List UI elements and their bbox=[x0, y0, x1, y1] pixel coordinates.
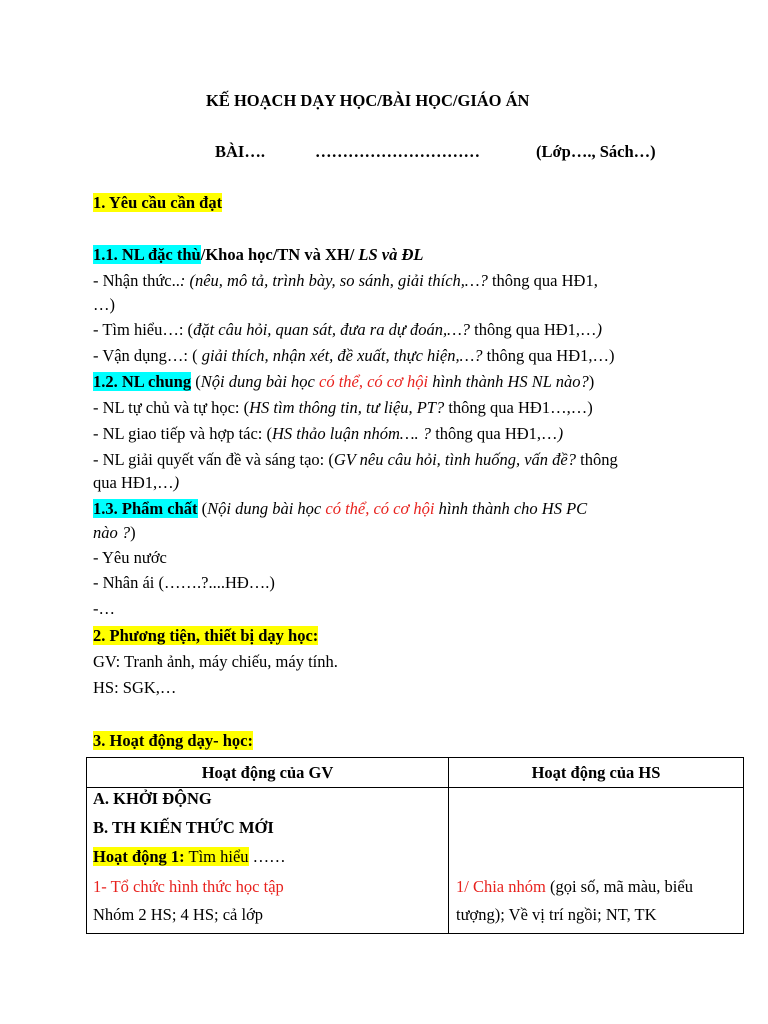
item-nl-tu-chu-label: - NL tự chủ và tự học: ( bbox=[93, 398, 250, 417]
section-1-3-heading-cont bbox=[93, 522, 136, 544]
section-1-2-note-red: có thể, có cơ hội bbox=[319, 372, 429, 391]
item-nl-giao-tiep-close: ) bbox=[557, 424, 564, 443]
item-nhan-ai: - Nhân ái (…….?....HĐ….) bbox=[93, 573, 275, 592]
item-van-dung-detail: giải thích, nhận xét, đề xuất, thực hiện,…? bbox=[201, 346, 483, 365]
section-1-heading-text: 1. Yêu cầu cần đạt bbox=[93, 193, 223, 212]
item-nl-giai-quyet-cont-text: qua HĐ1,… bbox=[93, 473, 174, 492]
item-tim-hieu-label: - Tìm hiểu…: ( bbox=[93, 320, 194, 339]
hs-chia-nhom bbox=[456, 876, 693, 898]
item-nl-giai-quyet-via: thông bbox=[575, 450, 618, 469]
item-tim-hieu bbox=[93, 319, 602, 341]
section-2-heading bbox=[93, 625, 318, 647]
item-nl-giai-quyet-close: ) bbox=[173, 473, 180, 492]
section-1-2-open: ( bbox=[191, 372, 201, 391]
section-1-3-note-red: có thể, có cơ hội bbox=[325, 499, 435, 518]
item-nl-giao-tiep bbox=[93, 423, 563, 445]
item-nhan-thuc-via: thông qua HĐ1, bbox=[487, 271, 598, 290]
section-1-3-note-end: hình thành cho HS PC bbox=[434, 499, 588, 518]
activity-table bbox=[86, 757, 744, 934]
gv-khoi-dong: A. KHỞI ĐỘNG bbox=[93, 789, 212, 808]
hs-chia-nhom-detail: (gọi số, mã màu, biểu bbox=[545, 877, 693, 896]
cell-gv bbox=[87, 788, 449, 934]
section-1-heading bbox=[93, 192, 222, 214]
header-gv: Hoạt động của GV bbox=[87, 758, 449, 788]
table-header-row bbox=[87, 758, 744, 788]
item-nl-giao-tiep-label: - NL giao tiếp và hợp tác: ( bbox=[93, 424, 273, 443]
gv-nhom: Nhóm 2 HS; 4 HS; cả lớp bbox=[93, 905, 264, 924]
gv-to-chuc: 1- Tổ chức hình thức học tập bbox=[93, 877, 284, 896]
section-1-1-rest-italic: LS và ĐL bbox=[358, 245, 424, 264]
item-nhan-thuc-detail: : (nêu, mô tả, trình bày, so sánh, giải thích,…? bbox=[179, 271, 488, 290]
section-1-2-number: 1.2. NL chung bbox=[93, 372, 192, 391]
item-van-dung-label: - Vận dụng…: ( bbox=[93, 346, 202, 365]
item-other-pc: -… bbox=[93, 599, 115, 618]
section-2-hs: HS: SGK,… bbox=[93, 678, 177, 697]
item-nl-giao-tiep-detail: HS thảo luận nhóm…. ? bbox=[272, 424, 432, 443]
item-nl-giao-tiep-via: thông qua HĐ1,… bbox=[431, 424, 558, 443]
item-nl-giai-quyet-cont bbox=[93, 472, 179, 494]
item-nl-tu-chu-via: thông qua HĐ1…,…) bbox=[444, 398, 593, 417]
section-1-3-number: 1.3. Phẩm chất bbox=[93, 499, 198, 518]
section-1-2-note-end: hình thành HS NL nào? bbox=[428, 372, 589, 391]
item-nhan-thuc-cont: …) bbox=[93, 295, 115, 314]
section-1-3-close: ) bbox=[130, 523, 136, 542]
lesson-dots: ………………………… bbox=[315, 142, 480, 161]
item-yeu-nuoc: - Yêu nước bbox=[93, 548, 167, 567]
section-1-1-number: 1.1. NL đặc thù bbox=[93, 245, 201, 264]
document-title: KẾ HOẠCH DẠY HỌC/BÀI HỌC/GIÁO ÁN bbox=[206, 91, 530, 110]
item-van-dung-via: thông qua HĐ1,…) bbox=[482, 346, 615, 365]
header-hs: Hoạt động của HS bbox=[449, 758, 744, 788]
hs-vi-tri: tượng); Về vị trí ngồi; NT, TK bbox=[456, 905, 657, 924]
item-nhan-thuc bbox=[93, 270, 598, 292]
gv-hoat-dong-1-title: Tìm hiểu bbox=[184, 847, 249, 866]
section-1-3-note-cont: nào ? bbox=[93, 523, 131, 542]
item-nl-tu-chu bbox=[93, 397, 593, 419]
section-2-gv: GV: Tranh ảnh, máy chiếu, máy tính. bbox=[93, 652, 338, 671]
item-nhan-thuc-label: - Nhận thức.. bbox=[93, 271, 180, 290]
item-van-dung bbox=[93, 345, 614, 367]
gv-kien-thuc-moi: B. TH KIẾN THỨC MỚI bbox=[93, 818, 274, 837]
section-1-1-rest: /Khoa học/TN và XH/ bbox=[200, 245, 359, 264]
item-nl-giai-quyet-detail: GV nêu câu hỏi, tình huống, vấn đề? bbox=[333, 450, 576, 469]
section-1-2-heading bbox=[93, 371, 594, 393]
table-row bbox=[87, 788, 744, 934]
item-tim-hieu-close: ) bbox=[596, 320, 603, 339]
gv-hoat-dong-1-dots: …… bbox=[248, 847, 286, 866]
item-tim-hieu-detail: đặt câu hỏi, quan sát, đưa ra dự đoán,…? bbox=[193, 320, 471, 339]
gv-hoat-dong-1 bbox=[93, 846, 286, 868]
section-1-2-close: ) bbox=[588, 372, 595, 391]
section-2-heading-text: 2. Phương tiện, thiết bị dạy học: bbox=[93, 626, 319, 645]
section-1-1-heading bbox=[93, 244, 424, 266]
lesson-class-book: (Lớp…., Sách…) bbox=[536, 142, 656, 161]
section-1-2-note: Nội dung bài học bbox=[200, 372, 319, 391]
hs-chia-nhom-label: 1/ Chia nhóm bbox=[456, 877, 546, 896]
item-nl-giai-quyet bbox=[93, 449, 618, 471]
gv-hoat-dong-1-label: Hoạt động 1: bbox=[93, 847, 185, 866]
section-1-3-note: Nội dung bài học bbox=[207, 499, 326, 518]
section-1-3-heading bbox=[93, 498, 587, 520]
section-1-3-open: ( bbox=[197, 499, 208, 518]
item-nl-tu-chu-detail: HS tìm thông tin, tư liệu, PT? bbox=[249, 398, 445, 417]
cell-hs bbox=[449, 788, 744, 934]
section-3-heading-text: 3. Hoạt động dạy- học: bbox=[93, 731, 253, 750]
section-3-heading bbox=[93, 730, 253, 752]
lesson-bai: BÀI…. bbox=[215, 142, 265, 161]
item-tim-hieu-via: thông qua HĐ1,… bbox=[470, 320, 597, 339]
item-nl-giai-quyet-label: - NL giải quyết vấn đề và sáng tạo: ( bbox=[93, 450, 334, 469]
